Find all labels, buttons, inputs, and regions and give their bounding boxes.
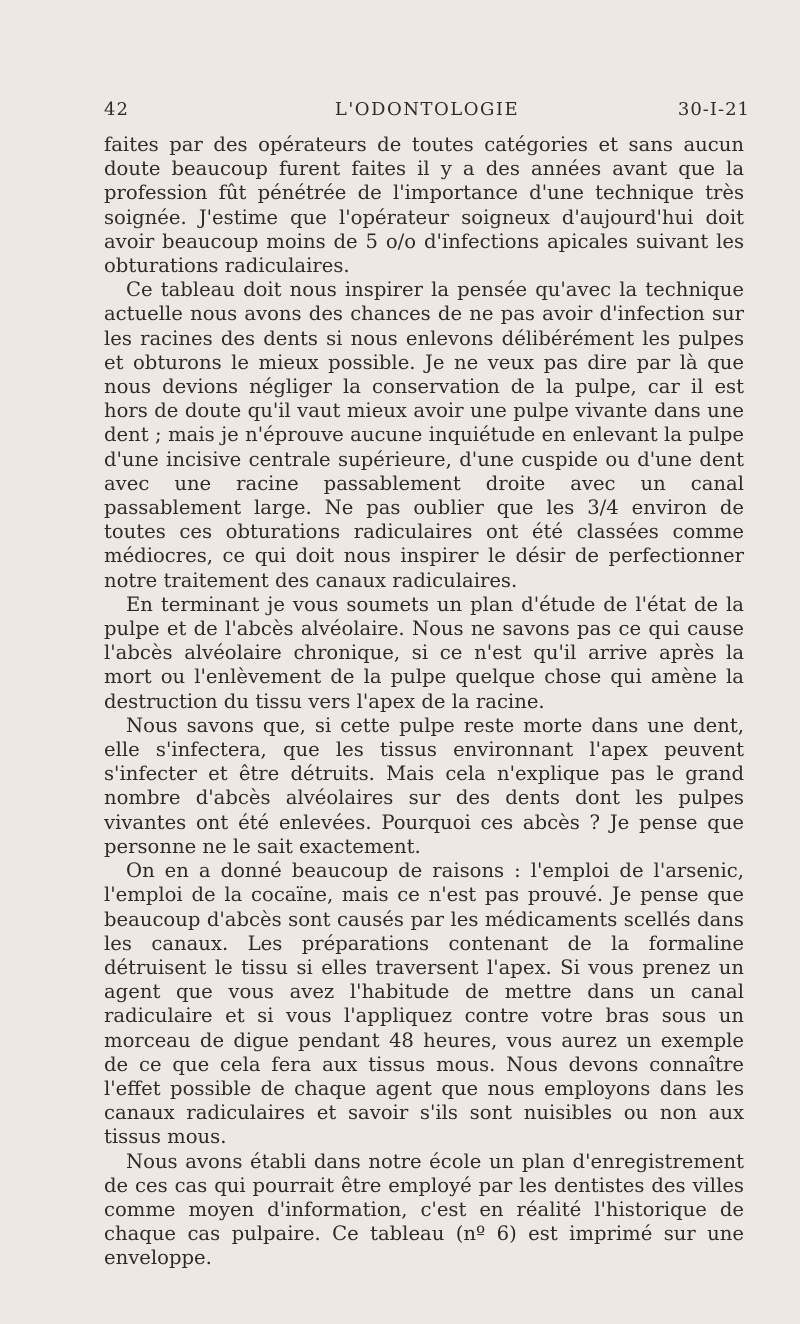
paragraph: En terminant je vous soumets un plan d'étude de l'état de la pulpe et de l'abcès alvéolaire. Nous ne savons pas ce qui cause l'abcès alvéolaire chronique, si ce n'est qu'il arrive après la mort ou l'enlèvement de la pulpe quelque chose qui amène la destruction du tissu vers l'apex de la racine. — [104, 592, 744, 713]
paragraph: Nous avons établi dans notre école un plan d'enregistrement de ces cas qui pourrait être employé par les dentistes des villes comme moyen d'information, c'est en réalité l'historique de chaque cas pulpaire. Ce tableau (nº 6) est imprimé sur une enveloppe. — [104, 1149, 744, 1270]
journal-title: L'ODONTOLOGIE — [334, 99, 520, 120]
issue-date: 30-I-21 — [677, 99, 750, 120]
paragraph: Ce tableau doit nous inspirer la pensée qu'avec la technique actuelle nous avons des chances de ne pas avoir d'infection sur les racines des dents si nous enlevons délibérément les pulpes et obturons le mieux possible. Je ne veux pas dire par là que nous devions négliger la conservation de la pulpe, car il est hors de doute qu'il vaut mieux avoir une pulpe vivante dans une dent ; mais je n'éprouve aucune inquiétude en enlevant la pulpe d'une incisive centrale supérieure, d'une cuspide ou d'une dent avec une racine passablement droite avec un canal passablement large. Ne pas oublier que les 3/4 environ de toutes ces obturations radiculaires ont été classées comme médiocres, ce qui doit nous inspirer le désir de perfectionner notre traitement des canaux radiculaires. — [104, 278, 744, 592]
running-header — [104, 99, 750, 127]
body-text — [104, 133, 744, 1271]
page-number: 42 — [104, 99, 129, 120]
paragraph: Nous savons que, si cette pulpe reste morte dans une dent, elle s'infectera, que les tissus environnant l'apex peuvent s'infecter et être détruits. Mais cela n'explique pas le grand nombre d'abcès alvéolaires sur des dents dont les pulpes vivantes ont été enlevées. Pourquoi ces abcès ? Je pense que personne ne le sait exactement. — [104, 713, 744, 858]
paragraph: On en a donné beaucoup de raisons : l'emploi de l'arsenic, l'emploi de la cocaïne, mais ce n'est pas prouvé. Je pense que beaucoup d'abcès sont causés par les médicaments scellés dans les canaux. Les préparations contenant de la formaline détruisent le tissu si elles traversent l'apex. Si vous prenez un agent que vous avez l'habitude de mettre dans un canal radiculaire et si vous l'appliquez contre votre bras sous un morceau de digue pendant 48 heures, vous aurez un exemple de ce que cela fera aux tissus mous. Nous devons connaître l'effet possible de chaque agent que nous employons dans les canaux radiculaires et savoir s'ils sont nuisibles ou non aux tissus mous. — [104, 859, 744, 1149]
paragraph-continued: faites par des opérateurs de toutes catégories et sans aucun doute beaucoup furent faites il y a des années avant que la profession fût pénétrée de l'importance d'une technique très soignée. J'estime que l'opérateur soigneux d'aujourd'hui doit avoir beaucoup moins de 5 o/o d'infections apicales suivant les obturations radiculaires. — [104, 133, 744, 278]
